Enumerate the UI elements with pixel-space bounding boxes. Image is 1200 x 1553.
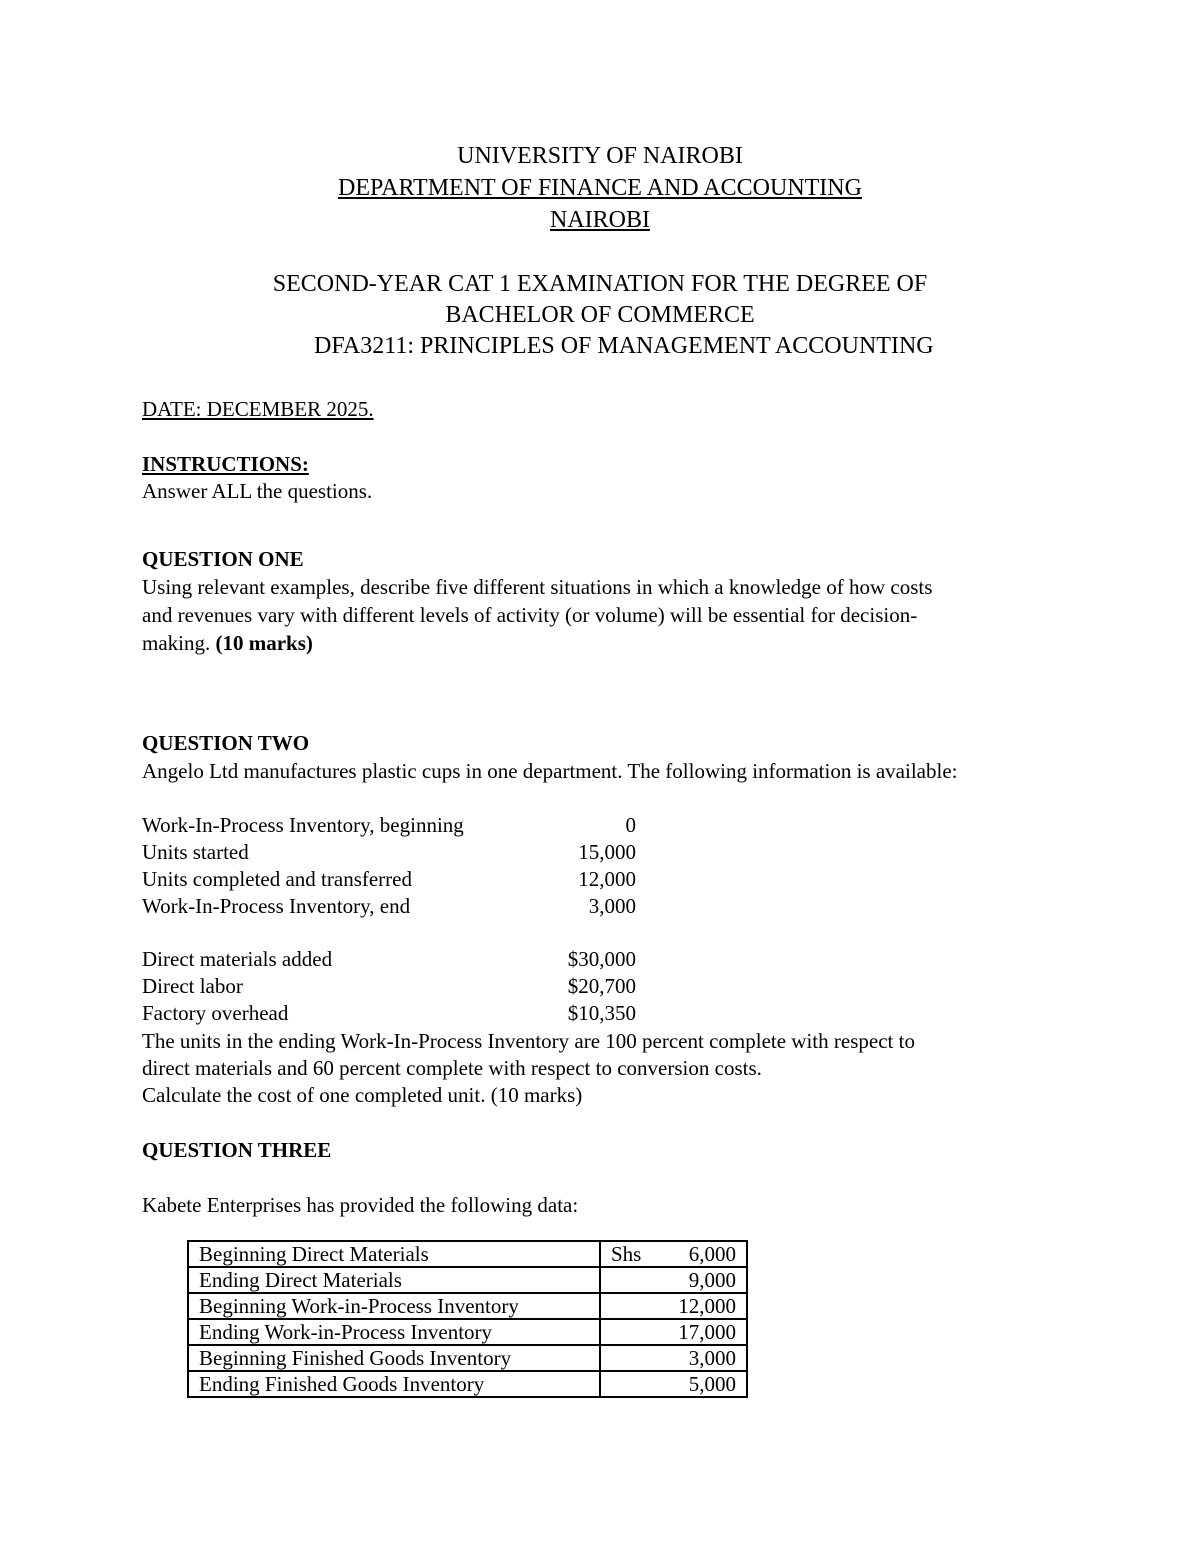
list-item: Direct labor $20,700 — [142, 974, 636, 998]
inventory-table — [187, 1240, 748, 1398]
department-name: DEPARTMENT OF FINANCE AND ACCOUNTING — [338, 175, 862, 201]
table-row: Ending Work-in-Process Inventory 17,000 — [188, 1319, 747, 1345]
list-item: Work-In-Process Inventory, end 3,000 — [142, 894, 636, 918]
question-one-heading: QUESTION ONE — [142, 547, 304, 571]
table-row: Beginning Finished Goods Inventory 3,000 — [188, 1345, 747, 1371]
list-item: Work-In-Process Inventory, beginning 0 — [142, 813, 636, 837]
course-title: DFA3211: PRINCIPLES OF MANAGEMENT ACCOUNTING — [314, 333, 934, 359]
question-two-notes: The units in the ending Work-In-Process Inventory are 100 percent complete with respect to direct materials and 60 percent complete with respect to conversion costs. Calculate the cost of one completed unit. (10 marks) — [142, 1029, 915, 1107]
list-item: Units started 15,000 — [142, 840, 636, 864]
exam-title-line1: SECOND-YEAR CAT 1 EXAMINATION FOR THE DEGREE OF — [272, 271, 928, 297]
instructions-text: Answer ALL the questions. — [142, 479, 373, 503]
instructions-heading: INSTRUCTIONS: — [142, 452, 309, 476]
table-row: Beginning Direct Materials Shs 6,000 — [188, 1241, 747, 1267]
table-row: Ending Finished Goods Inventory 5,000 — [188, 1371, 747, 1397]
costs-list — [142, 946, 636, 1027]
list-item: Direct materials added $30,000 — [142, 947, 636, 971]
city-name: NAIROBI — [550, 207, 650, 233]
table-row: Ending Direct Materials 9,000 — [188, 1267, 747, 1293]
question-two-intro: Angelo Ltd manufactures plastic cups in one department. The following information is available: — [142, 759, 958, 783]
exam-date: DATE: DECEMBER 2025. — [142, 397, 374, 421]
question-one-text: Using relevant examples, describe five different situations in which a knowledge of how costs and revenues vary with different levels of activity (or volume) will be essential for decision- making. (10 marks) — [142, 575, 933, 655]
question-one-marks: (10 marks) — [215, 631, 313, 655]
table-row: Beginning Work-in-Process Inventory 12,000 — [188, 1293, 747, 1319]
question-two-heading: QUESTION TWO — [142, 731, 310, 755]
list-item: Units completed and transferred 12,000 — [142, 867, 636, 891]
university-name: UNIVERSITY OF NAIROBI — [457, 143, 743, 169]
list-item: Factory overhead $10,350 — [142, 1001, 636, 1025]
question-three-heading: QUESTION THREE — [142, 1138, 332, 1162]
units-list — [142, 812, 636, 920]
exam-title-line2: BACHELOR OF COMMERCE — [445, 302, 755, 328]
question-three-intro: Kabete Enterprises has provided the following data: — [142, 1193, 579, 1217]
